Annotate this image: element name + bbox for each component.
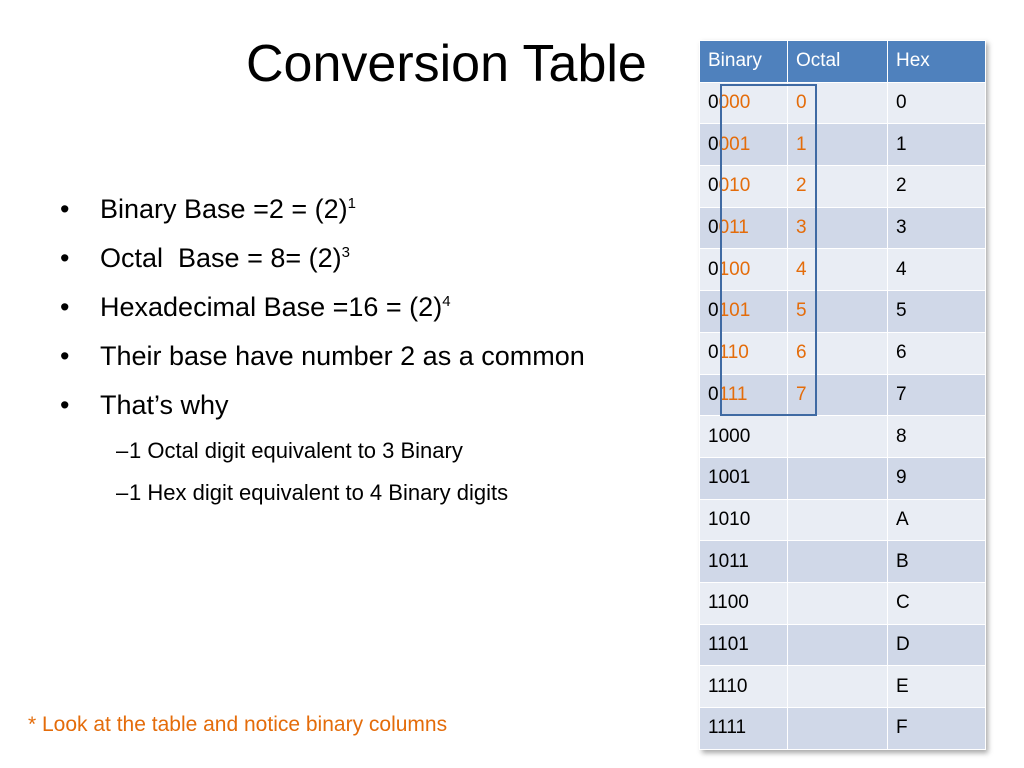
table-row [700, 291, 986, 333]
binary-high-bit: 0 [708, 217, 719, 239]
binary-high-bit: 0 [708, 300, 719, 322]
octal-cell [788, 582, 888, 624]
hex-cell: C [888, 582, 986, 624]
octal-cell [788, 416, 888, 458]
bullet-thats-why [60, 381, 585, 514]
binary-cell: 1111 [700, 708, 788, 750]
table-row [700, 541, 986, 583]
octal-cell: 2 [788, 166, 888, 208]
binary-cell [700, 374, 788, 416]
bullet-text: Their base have number 2 as a common [100, 341, 585, 371]
binary-high-bit: 0 [708, 175, 719, 197]
octal-cell: 1 [788, 124, 888, 166]
bullet-exponent: 1 [347, 195, 356, 212]
bullet-exponent: 3 [341, 244, 350, 261]
footnote: * Look at the table and notice binary columns [28, 713, 448, 736]
conversion-table-container [699, 40, 985, 750]
header-binary: Binary [700, 41, 788, 83]
octal-cell: 5 [788, 291, 888, 333]
bullet-exponent: 4 [442, 293, 451, 310]
bullet-list [60, 185, 585, 514]
octal-cell [788, 499, 888, 541]
table-row [700, 582, 986, 624]
octal-cell: 6 [788, 332, 888, 374]
binary-cell: 1100 [700, 582, 788, 624]
table-row [700, 499, 986, 541]
hex-cell: E [888, 666, 986, 708]
bullet-hex-base [60, 283, 585, 332]
octal-cell: 7 [788, 374, 888, 416]
table-row [700, 708, 986, 750]
binary-low-bits: 000 [718, 92, 751, 114]
octal-cell [788, 708, 888, 750]
bullet-text: Octal Base = 8= (2) [100, 243, 342, 273]
table-row [700, 82, 986, 124]
slide-title: Conversion Table [246, 35, 647, 93]
bullet-text: That’s why [100, 390, 229, 420]
table-row [700, 249, 986, 291]
table-row [700, 624, 986, 666]
binary-cell [700, 124, 788, 166]
binary-high-bit: 0 [708, 133, 719, 155]
binary-cell: 1001 [700, 457, 788, 499]
bullet-text: Hexadecimal Base =16 = (2) [100, 292, 443, 322]
hex-cell: 8 [888, 416, 986, 458]
octal-cell [788, 457, 888, 499]
binary-cell [700, 207, 788, 249]
binary-cell: 1010 [700, 499, 788, 541]
octal-cell [788, 541, 888, 583]
binary-low-bits: 110 [718, 342, 749, 364]
hex-cell: 9 [888, 457, 986, 499]
table-row [700, 166, 986, 208]
hex-cell: 0 [888, 82, 986, 124]
sub-bullet-octal: – 1 Octal digit equivalent to 3 Binary [100, 430, 585, 472]
binary-high-bit: 0 [708, 92, 719, 114]
sub-bullet-hex: – 1 Hex digit equivalent to 4 Binary digits [100, 472, 585, 514]
binary-low-bits: 011 [718, 217, 749, 239]
sub-bullet-list [100, 430, 585, 514]
bullet-binary-base [60, 185, 585, 234]
binary-low-bits: 111 [718, 383, 748, 405]
octal-cell: 0 [788, 82, 888, 124]
octal-cell: 3 [788, 207, 888, 249]
binary-high-bit: 0 [708, 258, 719, 280]
hex-cell: F [888, 708, 986, 750]
octal-cell: 4 [788, 249, 888, 291]
binary-cell: 1011 [700, 541, 788, 583]
binary-low-bits: 101 [718, 300, 751, 322]
hex-cell: A [888, 499, 986, 541]
binary-cell [700, 82, 788, 124]
binary-cell [700, 166, 788, 208]
bullet-text: Binary Base =2 = (2) [100, 194, 348, 224]
table-row [700, 124, 986, 166]
header-octal: Octal [788, 41, 888, 83]
header-hex: Hex [888, 41, 986, 83]
hex-cell: 1 [888, 124, 986, 166]
octal-cell [788, 624, 888, 666]
bullet-octal-base [60, 234, 585, 283]
hex-cell: B [888, 541, 986, 583]
table-row [700, 457, 986, 499]
table-header-row [700, 41, 986, 83]
binary-cell [700, 249, 788, 291]
binary-low-bits: 100 [718, 258, 751, 280]
table-row [700, 666, 986, 708]
table-row [700, 374, 986, 416]
binary-cell: 1110 [700, 666, 788, 708]
octal-cell [788, 666, 888, 708]
binary-cell [700, 332, 788, 374]
bullet-common-base [60, 332, 585, 381]
binary-cell [700, 291, 788, 333]
hex-cell: 2 [888, 166, 986, 208]
binary-high-bit: 0 [708, 342, 719, 364]
hex-cell: 6 [888, 332, 986, 374]
hex-cell: D [888, 624, 986, 666]
hex-cell: 5 [888, 291, 986, 333]
binary-cell: 1000 [700, 416, 788, 458]
binary-low-bits: 001 [718, 133, 751, 155]
binary-cell: 1101 [700, 624, 788, 666]
binary-high-bit: 0 [708, 383, 719, 405]
table-row [700, 207, 986, 249]
hex-cell: 7 [888, 374, 986, 416]
hex-cell: 3 [888, 207, 986, 249]
table-row [700, 416, 986, 458]
hex-cell: 4 [888, 249, 986, 291]
conversion-table [699, 40, 986, 750]
table-row [700, 332, 986, 374]
binary-low-bits: 010 [718, 175, 751, 197]
